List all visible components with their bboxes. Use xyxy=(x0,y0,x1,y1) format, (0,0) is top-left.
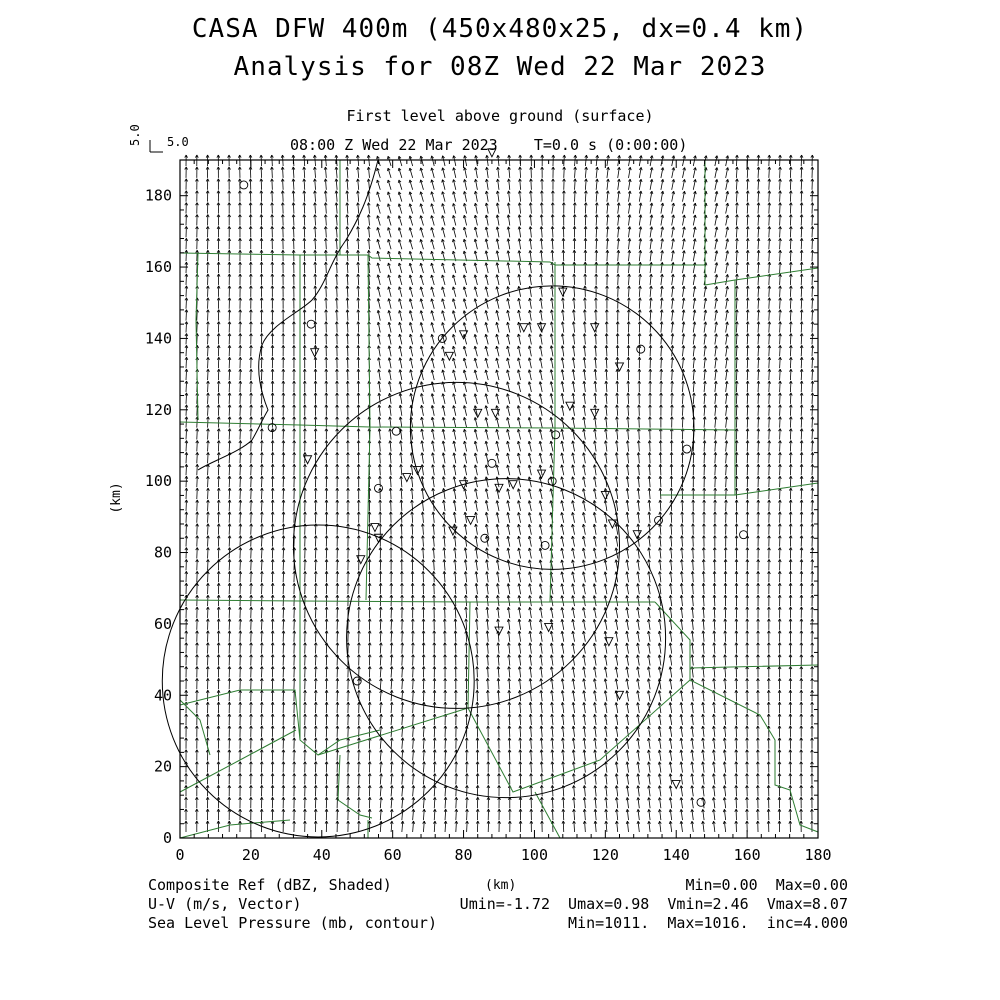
wind-vector xyxy=(413,690,414,701)
wind-vector xyxy=(391,631,392,642)
wind-vector xyxy=(315,215,316,226)
wind-vector xyxy=(488,678,489,689)
wind-vector xyxy=(531,762,532,773)
wind-vector xyxy=(455,619,456,630)
wind-vector xyxy=(347,286,348,297)
wind-vector xyxy=(552,797,553,808)
time-line: 08:00 Z Wed 22 Mar 2023 T=0.0 s (0:00:00) xyxy=(290,136,688,154)
wind-vector xyxy=(607,250,608,261)
wind-vector xyxy=(208,381,209,392)
wind-vector xyxy=(423,726,424,737)
wind-vector xyxy=(413,678,414,689)
wind-vector xyxy=(477,655,478,666)
wind-vector xyxy=(445,797,446,808)
wind-vector xyxy=(326,238,327,249)
wind-vectors xyxy=(185,155,814,832)
wind-vector xyxy=(520,726,521,737)
wind-vector xyxy=(456,785,457,796)
wind-vector xyxy=(337,274,338,285)
wind-vector xyxy=(315,250,316,261)
wind-vector xyxy=(629,286,630,297)
wind-vector xyxy=(380,595,381,606)
wind-vector xyxy=(380,607,381,618)
wind-vector xyxy=(208,417,209,428)
wind-vector xyxy=(639,310,640,321)
wind-vector xyxy=(596,322,597,333)
wind-vector xyxy=(423,702,424,713)
wind-vector xyxy=(304,215,305,226)
wind-vector xyxy=(358,322,359,333)
wind-vector xyxy=(498,690,499,701)
wind-vector xyxy=(304,226,305,237)
wind-vector xyxy=(552,226,553,237)
wind-vector xyxy=(218,452,219,463)
wind-vector xyxy=(618,274,619,285)
wind-vector xyxy=(208,393,209,404)
wind-vector xyxy=(445,785,446,796)
wind-vector xyxy=(574,274,575,285)
wind-vector xyxy=(542,203,543,214)
wind-vector xyxy=(358,310,359,321)
wind-vector xyxy=(456,809,457,820)
wind-vector xyxy=(434,762,435,773)
wind-vector xyxy=(391,488,392,499)
wind-vector xyxy=(391,643,392,654)
wind-vector xyxy=(315,238,316,249)
reference-vector-label-vertical: 5.0 xyxy=(128,124,142,146)
wind-vector xyxy=(639,429,640,440)
wind-vector xyxy=(423,714,424,725)
wind-vector xyxy=(293,191,294,202)
wind-vector xyxy=(434,738,435,749)
wind-vector xyxy=(456,797,457,808)
wind-vector xyxy=(520,738,521,749)
wind-vector xyxy=(542,785,543,796)
wind-vector xyxy=(391,619,392,630)
wind-vector xyxy=(208,464,209,475)
wind-vector xyxy=(358,298,359,309)
wind-vector xyxy=(208,405,209,416)
title-line2: Analysis for 08Z Wed 22 Mar 2023 xyxy=(233,52,767,82)
wind-vector xyxy=(197,464,198,475)
wind-vector xyxy=(542,773,543,784)
wind-vector xyxy=(186,322,187,333)
wind-vector xyxy=(208,429,209,440)
title-line1: CASA DFW 400m (450x480x25, dx=0.4 km) xyxy=(191,14,809,44)
wind-vector xyxy=(563,809,564,820)
wind-vector xyxy=(445,773,446,784)
wind-vector xyxy=(315,226,316,237)
wind-vector xyxy=(412,524,413,535)
wind-vector xyxy=(283,191,284,202)
wind-vector xyxy=(326,262,327,273)
wind-vector xyxy=(596,226,597,237)
wind-vector xyxy=(402,655,403,666)
wind-vector xyxy=(347,298,348,309)
wind-vector xyxy=(455,607,456,618)
wind-vector xyxy=(509,714,510,725)
wind-vector xyxy=(218,440,219,451)
wind-vector xyxy=(563,821,564,832)
wind-vector xyxy=(186,429,187,440)
wind-vector xyxy=(628,405,629,416)
wind-vector xyxy=(402,666,403,677)
wind-vector xyxy=(488,666,489,677)
wind-vector xyxy=(380,619,381,630)
wind-vector xyxy=(186,345,187,356)
wind-vector xyxy=(412,536,413,547)
reference-vector-label: 5.0 xyxy=(167,135,189,149)
wind-vector xyxy=(186,452,187,463)
wind-vector xyxy=(575,179,576,190)
wind-vector xyxy=(466,643,467,654)
wind-vector xyxy=(617,381,618,392)
wind-vector xyxy=(585,298,586,309)
wind-vector xyxy=(444,595,445,606)
wind-vector xyxy=(467,821,468,832)
subtitle: First level above ground (surface) xyxy=(346,107,654,125)
wind-vector xyxy=(650,333,651,344)
wind-vector xyxy=(336,262,337,273)
wind-vector xyxy=(293,179,294,190)
wind-vector xyxy=(197,429,198,440)
wind-vector xyxy=(293,203,294,214)
wind-vector xyxy=(186,310,187,321)
wind-vector xyxy=(413,702,414,713)
wind-vector xyxy=(628,393,629,404)
wind-vector xyxy=(186,369,187,380)
wind-vector xyxy=(337,286,338,297)
wind-vector xyxy=(186,393,187,404)
wind-vector xyxy=(208,440,209,451)
wind-vector xyxy=(347,310,348,321)
wind-vector xyxy=(629,298,630,309)
wind-vector xyxy=(283,167,284,178)
wind-vector xyxy=(272,167,273,178)
wind-vector xyxy=(208,452,209,463)
wind-vector xyxy=(326,250,327,261)
wind-vector xyxy=(650,440,651,451)
wind-vector xyxy=(186,464,187,475)
wind-vector xyxy=(563,250,564,261)
wind-vector xyxy=(380,464,381,475)
wind-vector xyxy=(434,726,435,737)
wind-vector xyxy=(186,381,187,392)
wind-vector xyxy=(197,440,198,451)
wind-vector xyxy=(197,452,198,463)
wind-vector xyxy=(606,345,607,356)
wind-vector xyxy=(304,203,305,214)
wind-vector xyxy=(498,702,499,713)
wind-vector xyxy=(617,369,618,380)
wind-vector xyxy=(423,548,424,559)
wind-vector xyxy=(649,452,650,463)
wind-vector xyxy=(639,417,640,428)
wind-vector xyxy=(283,179,284,190)
wind-vector xyxy=(347,274,348,285)
wind-vector xyxy=(186,440,187,451)
wind-vector xyxy=(531,179,532,190)
wind-vector xyxy=(434,750,435,761)
wind-vector xyxy=(531,750,532,761)
wind-vector xyxy=(456,821,457,832)
wind-vector xyxy=(186,357,187,368)
wind-vector xyxy=(574,821,575,832)
wind-vector xyxy=(585,203,586,214)
